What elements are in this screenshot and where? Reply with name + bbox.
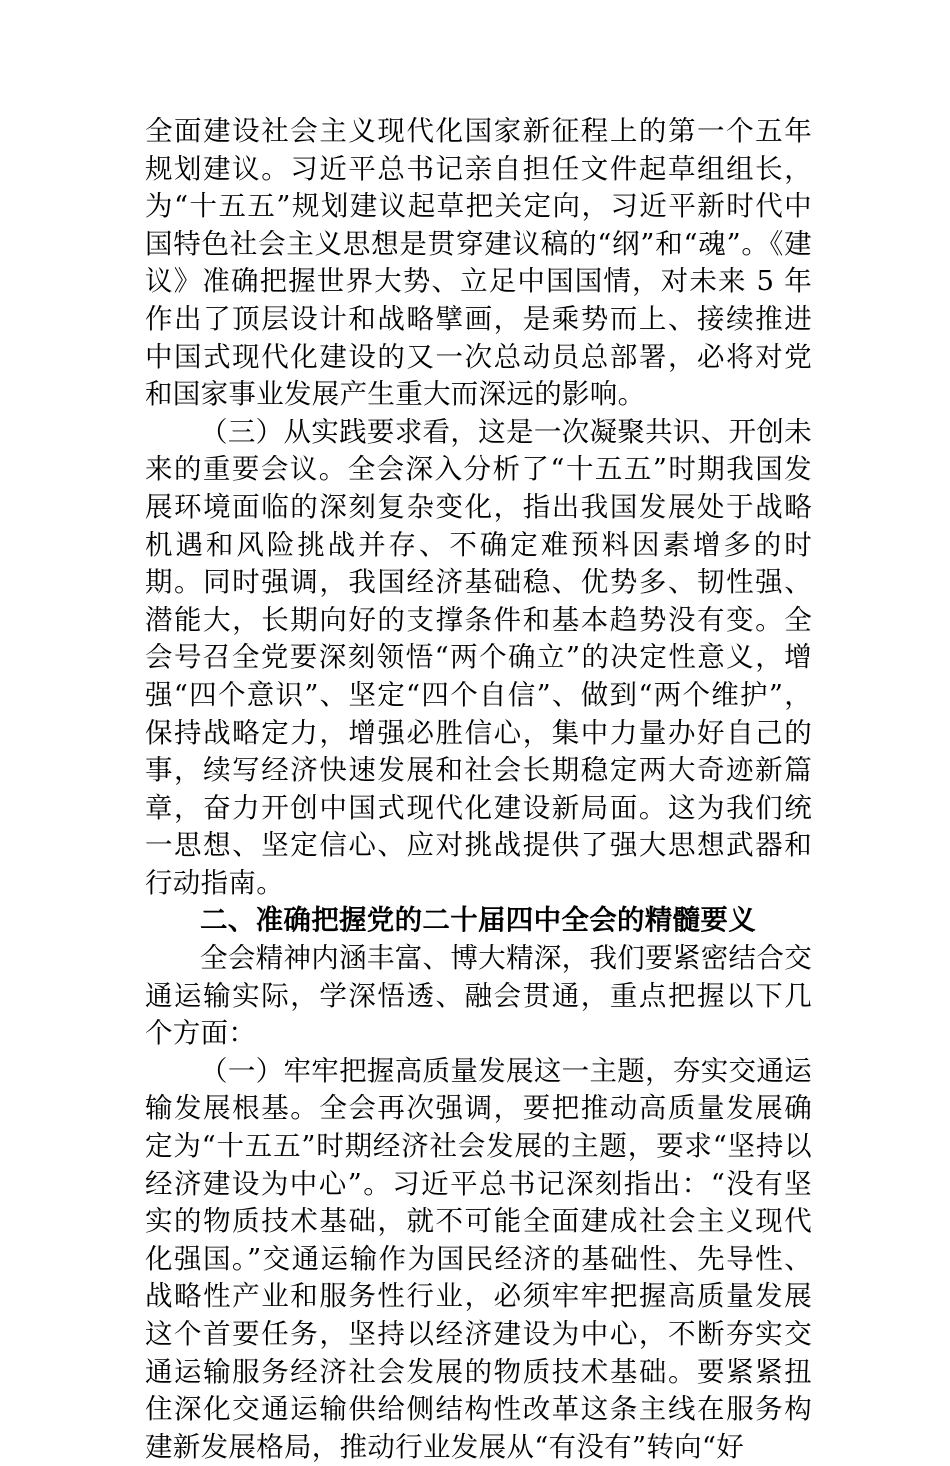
paragraph: 全面建设社会主义现代化国家新征程上的第一个五年规划建议。习近平总书记亲自担任文件起草组组长，为“十五五”规划建议起草把关定向，习近平新时代中国特色社会主义思想是贯穿建议稿的“纲”和“魂”。《建议》准确把握世界大势、立足中国国情，对未来 5 年作出了顶层设计和战略擘画，是乘势而上、接续推进中国式现代化建设的又一次总动员总部署，必将对党和国家事业发展产生重大而深远的影响。 — [145, 115, 812, 411]
document-body — [145, 113, 812, 1466]
paragraph: （一）牢牢把握高质量发展这一主题，夯实交通运输发展根基。全会再次强调，要把推动高质量发展确定为“十五五”时期经济社会发展的主题，要求“坚持以经济建设为中心”。习近平总书记深刻指出：“没有坚实的物质技术基础，就不可能全面建成社会主义现代化强国。”交通运输作为国民经济的基础性、先导性、战略性产业和服务性行业，必须牢牢把握高质量发展这个首要任务，坚持以经济建设为中心，不断夯实交通运输服务经济社会发展的物质技术基础。要紧紧扭住深化交通运输供给侧结构性改革这条主线在服务构建新发展格局，推动行业发展从“有没有”转向“好 — [145, 1054, 812, 1463]
section-heading: 二、准确把握党的二十届四中全会的精髓要义 — [200, 904, 756, 937]
paragraph: （三）从实践要求看，这是一次凝聚共识、开创未来的重要会议。全会深入分析了“十五五”时期我国发展环境面临的深刻复杂变化，指出我国发展处于战略机遇和风险挑战并存、不确定难预料因素增多的时期。同时强调，我国经济基础稳、优势多、韧性强、潜能大，长期向好的支撑条件和基本趋势没有变。全会号召全党要深刻领悟“两个确立”的决定性意义，增强“四个意识”、坚定“四个自信”、做到“两个维护”，保持战略定力，增强必胜信心，集中力量办好自己的事，续写经济快速发展和社会长期稳定两大奇迹新篇章，奋力开创中国式现代化建设新局面。这为我们统一思想、坚定信心、应对挑战提供了强大思想武器和行动指南。 — [145, 415, 812, 899]
paragraph: 全会精神内涵丰富、博大精深，我们要紧密结合交通运输实际，学深悟透、融会贯通，重点把握以下几个方面： — [145, 942, 812, 1050]
